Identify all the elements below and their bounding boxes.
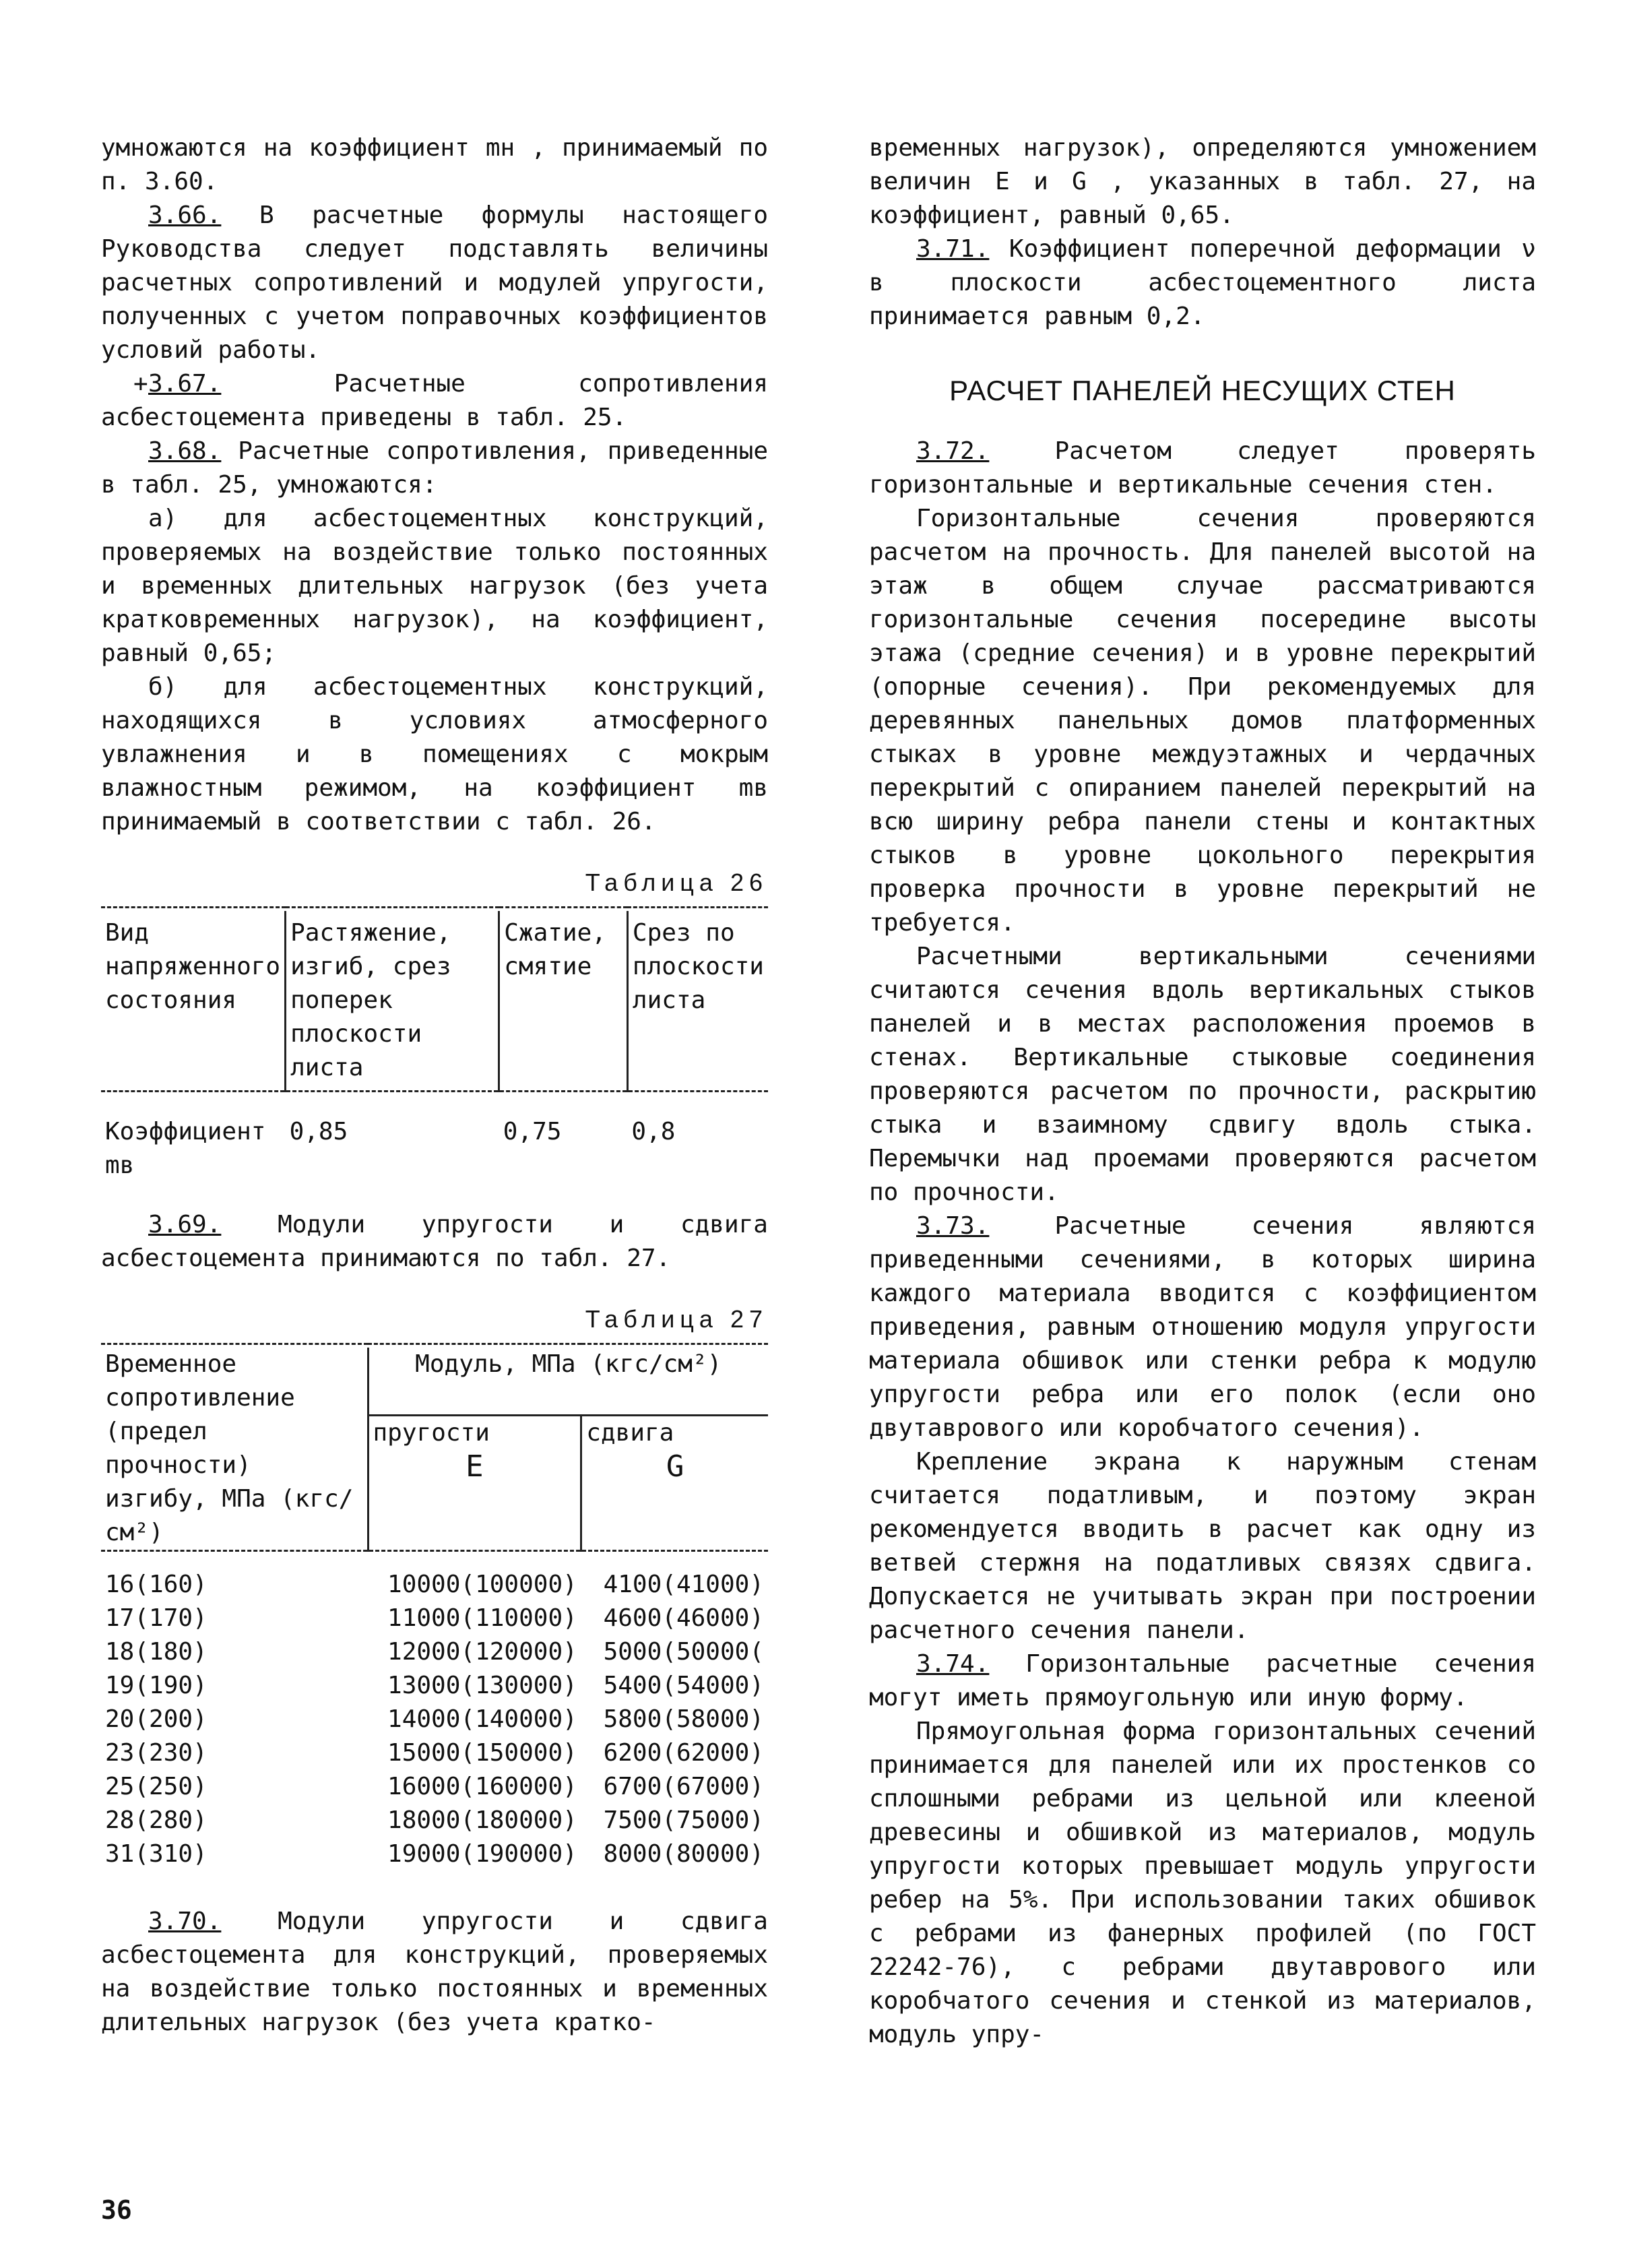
paragraph: Расчетными вертикальными сечениями считаются сечения вдоль вертикальных стыков панелей и в местах расположения проемов в стенах. Вертикальные стыковые соединения проверяются расчетом по прочности, раскрытию стыка и взаимному сдвигу вдоль стыка. Перемычки над проемами проверяются расчетом по прочности. xyxy=(869,943,1536,1206)
symbol-g: G xyxy=(666,1449,684,1484)
table-cell: 14000(140000) xyxy=(387,1705,577,1733)
paragraph: умножаются на коэффициент mн , принимаемый по п. 3.60. xyxy=(101,134,768,195)
section-text: Модули упругости и сдвига асбестоцемента принимаются по табл. 27. xyxy=(101,1211,768,1272)
section-number: 3.68. xyxy=(148,437,222,465)
section-3-69 xyxy=(101,1208,768,1275)
table-27-label: Таблица 27 xyxy=(585,1305,768,1333)
table-row xyxy=(101,1736,768,1770)
list-item-a: а) для асбестоцементных конструкций, проверяемых на воздействие только постоянных и временных длительных нагрузок (без учета кратковременных нагрузок), на коэффициент, равный 0,65; xyxy=(101,505,768,667)
table-27 xyxy=(101,1343,768,1871)
table-header-cell: Срез по плоскости листа xyxy=(627,911,768,1092)
table-cell: 31(310) xyxy=(105,1840,207,1868)
section-heading: РАСЧЕТ ПАНЕЛЕЙ НЕСУЩИХ СТЕН xyxy=(949,375,1456,406)
paragraph: Горизонтальные сечения проверяются расчетом на прочность. Для панелей высотой на этаж в общем случае рассматриваются горизонтальные сечения посередине высоты этажа (средние сечения) и в уровне перекрытий (опорные сечения). При рекомендуемых для деревянных панельных домов платформенных стыках в уровне междуэтажных и чердачных перекрытий с опиранием панелей перекрытий на всю ширину ребра панели стены и контактных стыков в уровне цокольного перекрытия проверка прочности в уровне перекрытий не требуется. xyxy=(869,505,1536,937)
table-header-cell: Растяжение, изгиб, срез поперек плоскости листа xyxy=(286,911,499,1092)
table-row xyxy=(101,1837,768,1871)
section-3-74 xyxy=(869,1647,1536,1715)
section-number: 3.66. xyxy=(148,201,222,229)
table-26 xyxy=(101,906,768,1188)
table-cell: 15000(150000) xyxy=(387,1739,577,1767)
section-number: 3.69. xyxy=(148,1211,222,1238)
table-cell: 5800(58000) xyxy=(603,1705,764,1733)
column-label: сдвига xyxy=(586,1419,674,1447)
table-26-label: Таблица 26 xyxy=(585,869,768,896)
section-number: 3.74. xyxy=(916,1650,990,1678)
section-3-73 xyxy=(869,1209,1536,1445)
table-cell: 5400(54000) xyxy=(603,1672,764,1699)
table-cell: 6200(62000) xyxy=(603,1739,764,1767)
table-cell: 28(280) xyxy=(105,1806,207,1834)
table-cell: 0,75 xyxy=(503,1118,562,1145)
table-row xyxy=(101,1568,768,1602)
table-row xyxy=(101,1669,768,1703)
section-text: Расчетные сечения являются приведенными сечениями, в которых ширина каждого материала вводится с коэффициентом приведения, равным отношению модуля упругости материала обшивок или стенки ребра к модулю упругости ребра или его полок (если оно двутаврового или коробчатого сечения). xyxy=(869,1212,1536,1442)
table-cell: 5000(50000( xyxy=(603,1638,764,1666)
table-row xyxy=(101,1602,768,1635)
section-3-71 xyxy=(869,232,1536,334)
table-cell: 20(200) xyxy=(105,1705,207,1733)
table-cell: 6700(67000) xyxy=(603,1773,764,1800)
section-3-67 xyxy=(101,367,768,435)
table-cell: 10000(100000) xyxy=(387,1571,577,1598)
paragraph: Прямоугольная форма горизонтальных сечений принимается для панелей или их простенков со сплошными ребрами из цельной или клееной древесины и обшивкой из материалов, модуль упругости которых превышает модуль упругости ребер на 5%. При использовании таких обшивок с ребрами из фанерных профилей (по ГОСТ 22242-76), с ребрами двутаврового или коробчатого сечения и стенкой из материалов, модуль упру- xyxy=(869,1718,1536,2048)
symbol-e: E xyxy=(466,1449,484,1484)
section-3-72 xyxy=(869,435,1536,502)
section-number: 3.67. xyxy=(148,370,222,398)
table-cell: 25(250) xyxy=(105,1773,207,1800)
table-cell: 8000(80000) xyxy=(603,1840,764,1868)
section-3-70 xyxy=(101,1905,768,2040)
table-cell: 4100(41000) xyxy=(603,1571,764,1598)
list-item-b: б) для асбестоцементных конструкций, находящихся в условиях атмосферного увлажнения и в помещениях с мокрым влажностным режимом, на коэффициент mв принимаемый в соответствии с табл. 26. xyxy=(101,673,768,836)
table-cell: Коэффициент mв xyxy=(105,1118,266,1179)
section-3-66 xyxy=(101,199,768,367)
table-row xyxy=(101,1770,768,1804)
table-cell: 4600(46000) xyxy=(603,1604,764,1632)
section-number: 3.71. xyxy=(916,235,990,263)
table-cell: 19(190) xyxy=(105,1672,207,1699)
table-row xyxy=(101,1703,768,1736)
section-3-68 xyxy=(101,435,768,502)
table-header-cell: Сжатие, смятие xyxy=(499,911,628,1092)
table-cell: 11000(110000) xyxy=(387,1604,577,1632)
table-cell: 18(180) xyxy=(105,1638,207,1666)
section-number: 3.72. xyxy=(916,437,990,465)
section-text: Модули упругости и сдвига асбестоцемента для конструкций, проверяемых на воздействие только постоянных и временных длительных нагрузок (без учета кратко- xyxy=(101,1908,768,2036)
page-number: 36 xyxy=(101,2195,132,2225)
table-cell: 12000(120000) xyxy=(387,1638,577,1666)
table-cell: 13000(130000) xyxy=(387,1672,577,1699)
table-cell: 18000(180000) xyxy=(387,1806,577,1834)
table-header-cell: Вид напряженного состояния xyxy=(105,919,281,1014)
table-cell: 0,85 xyxy=(289,1118,348,1145)
section-text: В расчетные формулы настоящего Руководства следует подставлять величины расчетных сопротивлений и модулей упругости, полученных с учетом поправочных коэффициентов условий работы. xyxy=(101,201,768,364)
paragraph: Крепление экрана к наружным стенам считается податливым, и поэтому экран рекомендуется вводить в расчет как одну из ветвей стержня на податливых связях сдвига. Допускается не учитывать экран при построении расчетного сечения панели. xyxy=(869,1448,1536,1644)
section-text: Горизонтальные расчетные сечения могут иметь прямоугольную или иную форму. xyxy=(869,1650,1536,1711)
section-text: Расчетные сопротивления асбестоцемента приведены в табл. 25. xyxy=(101,370,768,431)
table-header-cell: Временное сопротивление (предел прочности) изгибу, МПа (кгс/см²) xyxy=(105,1350,354,1546)
table-header-cell: Модуль, МПа (кгс/см²) xyxy=(368,1348,768,1416)
table-header-cell xyxy=(368,1416,581,1551)
paragraph: временных нагрузок), определяются умножением величин E и G , указанных в табл. 27, на коэффициент, равный 0,65. xyxy=(869,134,1536,229)
table-row xyxy=(101,1635,768,1669)
section-text: Расчетные сопротивления, приведенные в табл. 25, умножаются: xyxy=(101,437,768,499)
table-cell: 17(170) xyxy=(105,1604,207,1632)
section-text: Коэффициент поперечной деформации ν в плоскости асбестоцементного листа принимается равным 0,2. xyxy=(869,235,1536,330)
table-cell: 0,8 xyxy=(631,1118,676,1145)
left-column xyxy=(101,131,768,2040)
table-cell: 19000(190000) xyxy=(387,1840,577,1868)
section-number: 3.73. xyxy=(916,1212,990,1240)
table-row xyxy=(101,1804,768,1837)
column-label: пругости xyxy=(373,1419,490,1447)
section-number: 3.70. xyxy=(148,1908,222,1935)
margin-mark: + xyxy=(133,370,148,398)
table-cell: 23(230) xyxy=(105,1739,207,1767)
table-cell: 7500(75000) xyxy=(603,1806,764,1834)
table-header-cell xyxy=(581,1416,768,1551)
section-text: Расчетом следует проверять горизонтальные и вертикальные сечения стен. xyxy=(869,437,1536,499)
table-cell: 16000(160000) xyxy=(387,1773,577,1800)
right-column xyxy=(869,131,1536,2052)
table-cell: 16(160) xyxy=(105,1571,207,1598)
